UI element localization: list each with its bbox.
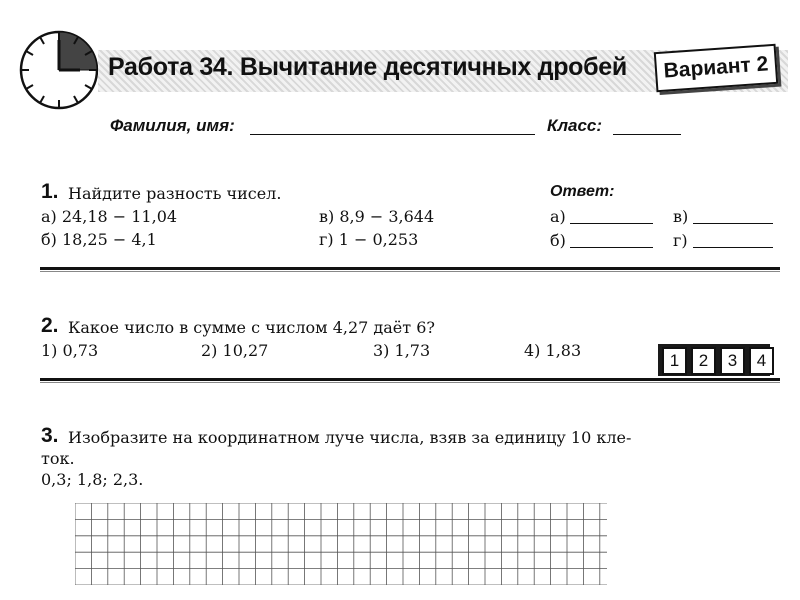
class-label: Класс: xyxy=(547,116,603,135)
class-field[interactable] xyxy=(613,133,681,135)
task1-number: 1. xyxy=(41,180,59,203)
task1-item-v: в) 8,9 − 3,644 xyxy=(319,207,435,226)
answer-v-label: в) xyxy=(673,207,689,226)
answer-g-field[interactable] xyxy=(693,246,773,248)
divider xyxy=(40,378,780,383)
task1-prompt: Найдите разность чисел. xyxy=(68,184,282,203)
grid-paper[interactable] xyxy=(75,503,607,585)
clock-icon xyxy=(18,18,100,114)
task3-number: 3. xyxy=(41,424,59,447)
answer-a-field[interactable] xyxy=(570,222,653,224)
task2-option-3: 3) 1,73 xyxy=(373,341,431,360)
variant-badge: Вариант 2 xyxy=(654,44,778,92)
task1-item-b: б) 18,25 − 4,1 xyxy=(41,230,157,249)
answer-b-label: б) xyxy=(550,231,566,250)
name-label: Фамилия, имя: xyxy=(110,116,235,135)
choice-box-2[interactable]: 2 xyxy=(691,347,716,375)
task2-option-2: 2) 10,27 xyxy=(201,341,269,360)
task1-item-a: а) 24,18 − 11,04 xyxy=(41,207,178,226)
answer-g-label: г) xyxy=(673,231,688,250)
answer-v-field[interactable] xyxy=(693,222,773,224)
divider xyxy=(40,267,780,272)
choice-box-4[interactable]: 4 xyxy=(749,347,774,375)
answer-title: Ответ: xyxy=(550,183,615,200)
page-title: Работа 34. Вычитание десятичных дробей xyxy=(108,53,627,81)
task2-prompt: Какое число в сумме с числом 4,27 даёт 6? xyxy=(68,318,435,337)
task3-numbers: 0,3; 1,8; 2,3. xyxy=(41,470,144,489)
choice-box-1[interactable]: 1 xyxy=(662,347,687,375)
task1-item-g: г) 1 − 0,253 xyxy=(319,230,419,249)
answer-a-label: а) xyxy=(550,207,566,226)
answer-b-field[interactable] xyxy=(570,246,653,248)
task2-option-1: 1) 0,73 xyxy=(41,341,99,360)
answer-choices xyxy=(662,347,774,375)
task3-prompt-line1: Изобразите на координатном луче числа, взяв за единицу 10 кле- xyxy=(68,428,632,447)
task3-prompt-line2: ток. xyxy=(41,449,75,468)
task2-number: 2. xyxy=(41,314,59,337)
name-field[interactable] xyxy=(250,133,535,135)
task2-option-4: 4) 1,83 xyxy=(524,341,582,360)
choice-box-3[interactable]: 3 xyxy=(720,347,745,375)
